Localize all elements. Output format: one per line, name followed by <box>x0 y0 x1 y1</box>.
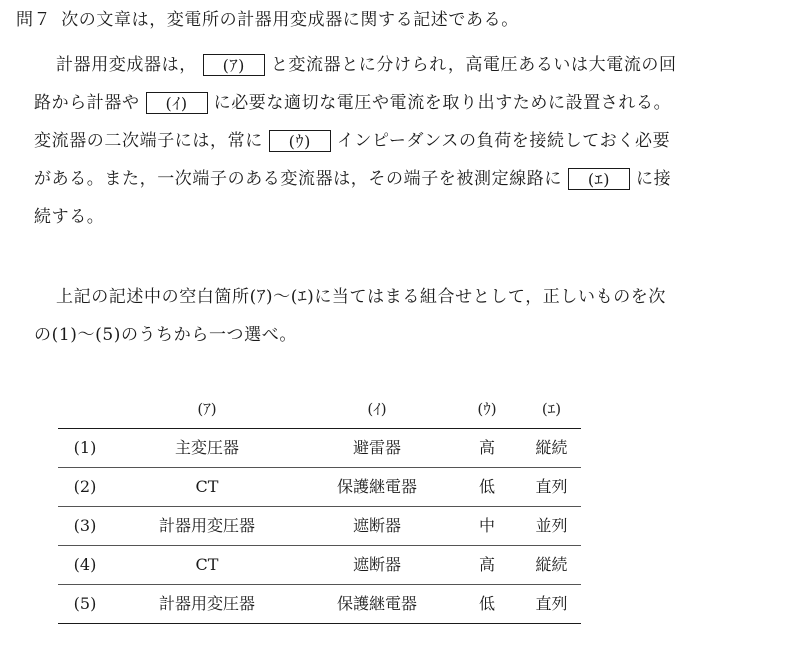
table-row-1 <box>58 429 581 467</box>
table-cell: 高 <box>478 438 495 457</box>
passage-line-2 <box>34 91 671 115</box>
table-cell: 保護継電器 <box>336 594 417 613</box>
table-cell: 保護継電器 <box>336 477 417 496</box>
table-header-row <box>58 390 581 428</box>
passage-text: 路から計器や <box>34 93 140 113</box>
table-row-2 <box>58 468 581 506</box>
passage-text: と変流器とに分けられ，高電圧あるいは大電流の回 <box>270 55 677 75</box>
table-cell: CT <box>195 555 219 574</box>
blank-i-box: (ｲ) <box>146 92 208 114</box>
blank-a-box: (ｱ) <box>203 54 265 76</box>
table-cell: 中 <box>478 516 495 535</box>
passage-text: がある。また，一次端子のある変流器は，その端子を被測定線路に <box>34 169 562 189</box>
answer-choices-table <box>58 390 581 613</box>
instruction-line-2 <box>34 323 297 347</box>
table-rule <box>58 623 581 624</box>
question-header <box>16 8 519 32</box>
passage-line-5 <box>34 205 104 229</box>
table-cell: 並列 <box>535 516 568 535</box>
table-cell: 直列 <box>535 477 568 496</box>
table-cell: 計器用変圧器 <box>158 516 255 535</box>
blank-e-box: (ｴ) <box>568 168 630 190</box>
choice-number: (5) <box>73 594 97 613</box>
instruction-text: 上記の記述中の空白箇所(ｱ)～(ｴ)に当てはまる組合せとして，正しいものを次 <box>56 287 666 307</box>
table-cell: 高 <box>478 555 495 574</box>
table-row-4 <box>58 546 581 584</box>
question-title: 次の文章は，変電所の計器用変成器に関する記述である。 <box>61 10 519 30</box>
passage-text: 続する。 <box>34 207 105 227</box>
table-cell: 低 <box>478 477 495 496</box>
table-cell: 遮断器 <box>352 516 401 535</box>
table-cell: 計器用変圧器 <box>158 594 255 613</box>
passage-text: に必要な適切な電圧や電流を取り出すために設置される。 <box>213 93 672 113</box>
choice-number: (4) <box>73 555 97 574</box>
table-header-cell: (ｴ) <box>541 400 562 418</box>
table-cell: 縦続 <box>535 555 568 574</box>
instruction-line-1 <box>56 285 666 309</box>
table-header-cell: (ｳ) <box>477 400 497 418</box>
passage-text: に接 <box>636 169 672 189</box>
table-cell: 避雷器 <box>352 438 401 457</box>
passage-text: 変流器の二次端子には，常に <box>34 131 263 151</box>
choice-number: (3) <box>73 516 97 535</box>
passage-line-3 <box>34 129 670 153</box>
blank-u-box: (ｳ) <box>269 130 331 152</box>
passage-line-1 <box>56 53 677 77</box>
table-cell: 縦続 <box>535 438 568 457</box>
table-header-cell: (ｲ) <box>367 400 387 418</box>
passage-text: 計器用変成器は， <box>56 55 197 75</box>
question-number: 問７ <box>16 10 52 30</box>
table-cell: CT <box>195 477 219 496</box>
table-cell: 主変圧器 <box>174 438 239 457</box>
table-row-5 <box>58 585 581 623</box>
table-cell: 直列 <box>535 594 568 613</box>
table-cell: 遮断器 <box>352 555 401 574</box>
table-header-cell: (ｱ) <box>197 400 217 418</box>
passage-text: インピーダンスの負荷を接続しておく必要 <box>336 131 671 151</box>
instruction-text: の(1)～(5)のうちから一つ選べ。 <box>34 325 297 345</box>
table-row-3 <box>58 507 581 545</box>
table-cell: 低 <box>478 594 495 613</box>
choice-number: (1) <box>73 438 97 457</box>
passage-line-4 <box>34 167 671 191</box>
choice-number: (2) <box>73 477 97 496</box>
table-header-cell <box>58 390 112 428</box>
